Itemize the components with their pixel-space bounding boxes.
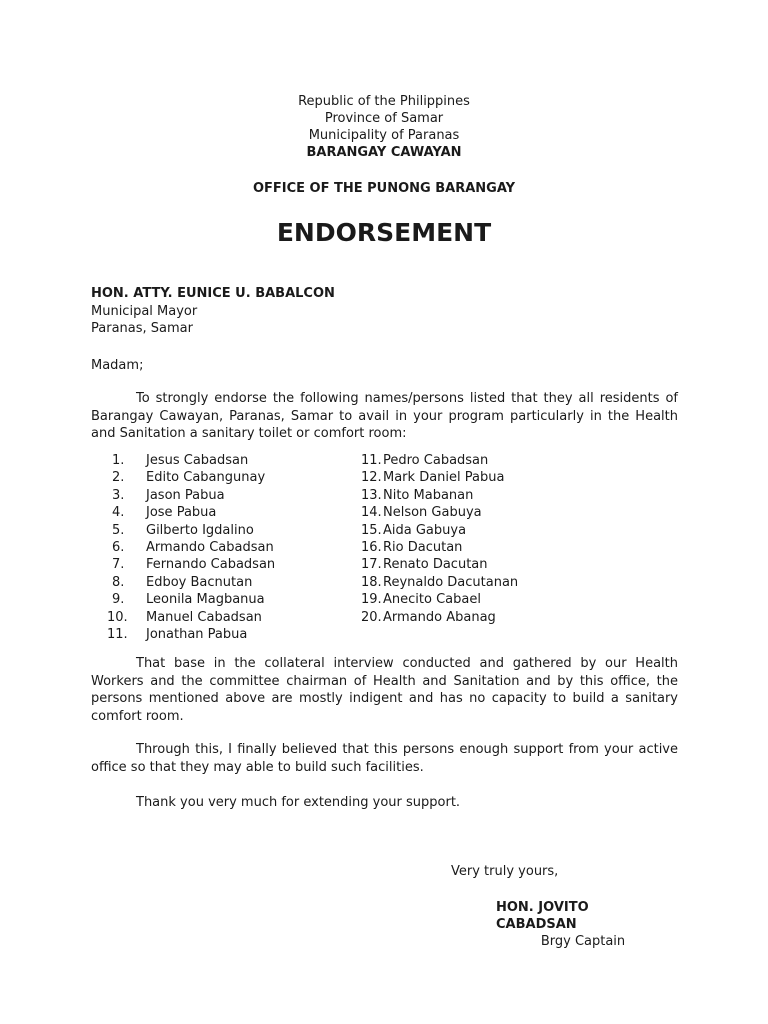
- letterhead-province: Province of Samar: [324, 111, 444, 126]
- list-item: 11.Pedro Cabadsan: [361, 453, 489, 468]
- thanks-text: Thank you very much for extending your support.: [136, 795, 461, 810]
- signature-block: [496, 899, 668, 950]
- list-item: 6. Armando Cabadsan: [112, 539, 274, 555]
- support-text: Through this, I finally believed that this persons enough support from your active office so that they may able to build such facilities.: [91, 742, 678, 775]
- list-item: 20.Armando Abanag: [361, 609, 496, 625]
- letterhead: [0, 93, 768, 161]
- list-item: 13.Nito Mabanan: [361, 487, 474, 503]
- list-item: 17.Renato Dacutan: [361, 557, 488, 573]
- list-item: 15.Aida Gabuya: [361, 522, 467, 538]
- names-list-right: [361, 452, 518, 626]
- endorsement-text: To strongly endorse the following names/persons listed that they all residents of Barangay Cawayan, Paranas, Samar to avail in your program particularly in the Health and Sanitation a sanitary toilet or comfort room:: [91, 391, 678, 441]
- support-paragraph: [91, 741, 678, 776]
- closing: Very truly yours,: [451, 864, 559, 879]
- list-item: 8. Edboy Bacnutan: [112, 574, 253, 590]
- list-item: 2. Edito Cabangunay: [112, 470, 266, 486]
- endorsement-paragraph: [91, 390, 678, 443]
- thanks-paragraph: [91, 794, 678, 812]
- names-list-left: [107, 452, 276, 643]
- letterhead-municipality: Municipality of Paranas: [308, 128, 460, 143]
- list-item: 14.Nelson Gabuya: [361, 505, 482, 521]
- list-item: 5. Gilberto Igdalino: [112, 522, 254, 538]
- addressee-name: HON. ATTY. EUNICE U. BABALCON: [91, 286, 335, 301]
- list-item: 10. Manuel Cabadsan: [107, 609, 262, 625]
- letterhead-country: Republic of the Philippines: [298, 94, 470, 109]
- salutation: Madam;: [91, 358, 144, 373]
- list-item: 12.Mark Daniel Pabua: [361, 470, 505, 486]
- list-item: 16.Rio Dacutan: [361, 539, 463, 555]
- assessment-paragraph: [91, 655, 678, 725]
- list-item: 3. Jason Pabua: [112, 487, 225, 503]
- office-name: OFFICE OF THE PUNONG BARANGAY: [252, 181, 516, 196]
- letterhead-barangay: BARANGAY CAWAYAN: [306, 145, 462, 160]
- list-item: 18.Reynaldo Dacutanan: [361, 574, 519, 590]
- list-item: 11. Jonathan Pabua: [107, 626, 248, 642]
- list-item: 19.Anecito Cabael: [361, 592, 481, 608]
- list-item: 4. Jose Pabua: [112, 505, 217, 521]
- list-item: 9. Leonila Magbanua: [112, 592, 265, 608]
- addressee-position: Municipal Mayor: [91, 303, 198, 319]
- list-item: 7. Fernando Cabadsan: [112, 557, 276, 573]
- assessment-text: That base in the collateral interview conducted and gathered by our Health Workers and the committee chairman of Health and Sanitation and by this office, the persons mentioned above are mostly indigent and has no capacity to build a sanitary comfort room.: [91, 656, 678, 724]
- signatory-title: Brgy Captain: [540, 934, 626, 949]
- addressee-block: [91, 285, 335, 338]
- addressee-place: Paranas, Samar: [91, 321, 193, 336]
- list-item: 1. Jesus Cabadsan: [112, 453, 249, 468]
- document-title: ENDORSEMENT: [276, 218, 492, 247]
- signatory-name: HON. JOVITO CABADSAN: [496, 900, 589, 932]
